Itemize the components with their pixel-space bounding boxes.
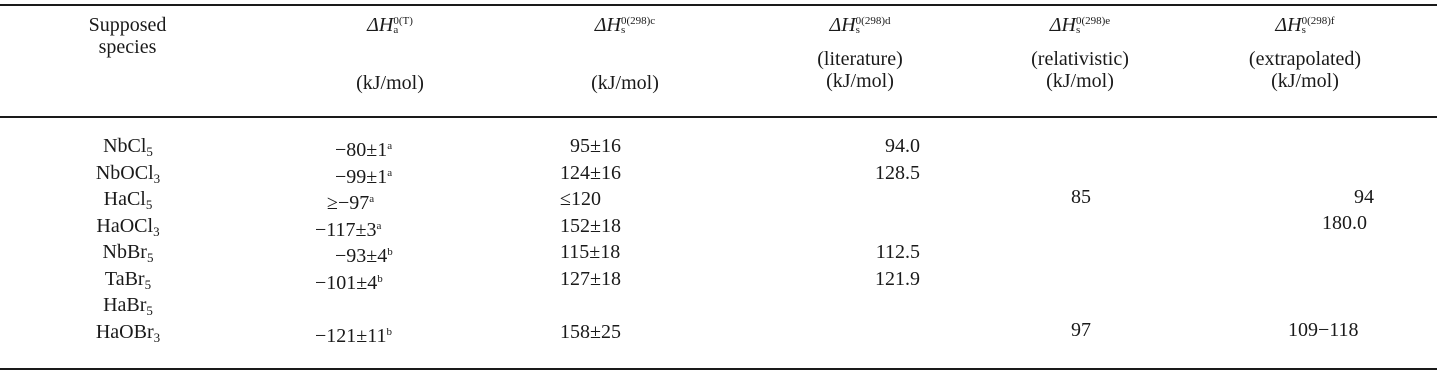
header-lit <box>790 14 930 92</box>
relativistic-bromides-value: 97 <box>1071 319 1091 341</box>
lit-cell: 112.5 <box>875 241 920 263</box>
header-ext-unit: (kJ/mol) <box>1271 70 1339 92</box>
extrapolated-habr5-value: 109−118 <box>1288 319 1359 341</box>
ha-cell: $-117\pm 3^a$ <box>315 218 382 241</box>
table-top-rule <box>0 4 1437 6</box>
lit-cell <box>800 186 920 213</box>
header-hs <box>555 14 695 94</box>
ha-cell: $-80\pm 1^a$ <box>335 139 393 161</box>
literature-column <box>800 133 920 345</box>
header-bottom-rule <box>0 116 1437 118</box>
lit-cell <box>800 319 920 346</box>
hs-cell: 95±16 <box>570 135 621 157</box>
species-cell: TaBr$_5$ <box>104 267 152 292</box>
header-ext <box>1220 14 1390 92</box>
hs-column <box>560 133 700 345</box>
lit-cell <box>800 213 920 240</box>
header-rel <box>1000 14 1160 92</box>
ha-cell: $-101\pm 4^b$ <box>315 271 383 294</box>
hs-cell: 152±18 <box>560 214 621 237</box>
header-species <box>55 14 200 58</box>
header-ext-note: (extrapolated) <box>1248 48 1362 70</box>
header-hs-unit: (kJ/mol) <box>591 72 659 94</box>
species-cell: NbOCl$_3$ <box>95 161 161 186</box>
header-ext-symbol: ΔH 0(298)f s <box>1275 14 1335 37</box>
ha-cell: $-121\pm 11^b$ <box>315 324 393 347</box>
species-cell: HaOCl$_3$ <box>96 214 160 239</box>
header-ha <box>320 14 460 94</box>
header-hs-symbol: ΔH 0(298)c s <box>594 14 656 37</box>
ha-cell: $\ge-97^a$ <box>327 192 375 214</box>
header-ha-symbol: ΔH 0(T) a <box>367 14 413 37</box>
header-lit-symbol: ΔH 0(298)d s <box>829 14 891 37</box>
species-cell: NbBr$_5$ <box>102 241 154 265</box>
extrapolated-hacl5-value: 94 <box>1354 186 1374 208</box>
lit-cell: 121.9 <box>875 267 920 290</box>
species-cell: HaOBr$_3$ <box>95 320 161 345</box>
species-cell: NbCl$_5$ <box>103 135 153 159</box>
header-species-line1: Supposed <box>88 14 167 36</box>
header-lit-unit: (kJ/mol) <box>826 70 894 92</box>
header-rel-unit: (kJ/mol) <box>1046 70 1114 92</box>
header-species-line2: species <box>98 36 157 58</box>
hs-cell: 115±18 <box>560 241 621 263</box>
table-bottom-rule <box>0 368 1437 370</box>
header-rel-symbol: ΔH 0(298)e s <box>1049 14 1111 37</box>
hs-cell: 124±16 <box>560 161 621 184</box>
species-cell: HaBr$_5$ <box>103 294 153 318</box>
hs-cell: ≤120 <box>560 188 601 210</box>
ha-cell: $-99\pm 1^a$ <box>335 165 393 188</box>
extrapolated-haocl3-value: 180.0 <box>1322 212 1367 234</box>
header-lit-note: (literature) <box>817 48 903 70</box>
lit-cell: 94.0 <box>885 135 920 157</box>
lit-cell <box>800 292 920 319</box>
relativistic-chlorides-value: 85 <box>1071 186 1091 208</box>
header-rel-note: (relativistic) <box>1031 48 1129 70</box>
ha-column <box>315 133 465 345</box>
species-column <box>58 133 198 345</box>
ha-cell: $-93\pm 4^b$ <box>335 245 393 267</box>
hs-cell: 127±18 <box>560 267 621 290</box>
hs-cell <box>560 292 700 319</box>
header-ha-unit: (kJ/mol) <box>356 72 424 94</box>
hs-cell: 158±25 <box>560 320 621 343</box>
ha-cell <box>315 292 465 319</box>
species-cell: HaCl$_5$ <box>103 188 153 212</box>
lit-cell: 128.5 <box>875 161 920 184</box>
